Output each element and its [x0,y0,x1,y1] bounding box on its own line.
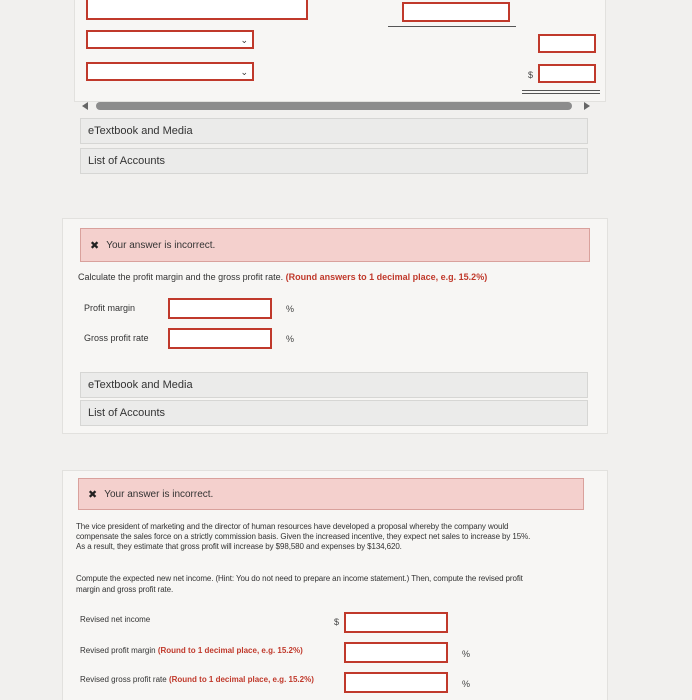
scroll-left-arrow[interactable] [82,102,88,110]
percent-sign: % [286,334,295,344]
horizontal-scrollbar[interactable] [96,102,572,110]
instruction-text: Calculate the profit margin and the gross profit rate. (Round answers to 1 decimal place, e.g. 15.2%) [78,272,488,282]
incorrect-banner-2 [80,228,590,262]
total-double-underline [522,90,600,94]
gross-profit-rate-input[interactable] [168,328,272,349]
top-input-right[interactable] [402,2,510,22]
revised-gross-profit-rate-input[interactable] [344,672,448,693]
chevron-down-icon: ⌄ [240,67,248,77]
percent-sign: % [286,304,295,314]
x-icon: ✖ [88,488,98,501]
scroll-right-arrow[interactable] [584,102,590,110]
etextbook-link[interactable] [80,118,588,144]
currency-symbol: $ [334,617,340,627]
profit-margin-label: Profit margin [84,303,136,313]
etextbook-link[interactable] [80,372,588,398]
gross-profit-rate-label: Gross profit rate [84,333,149,343]
percent-sign: % [462,679,471,689]
compute-instruction: Compute the expected new net income. (Hint: You do not need to prepare an income statement.) Then, compute the revised profit margin and gross profit rate. [76,574,523,594]
amount-input-1[interactable] [538,34,596,53]
scenario-text: The vice president of marketing and the director of human resources have developed a proposal whereby the company would compensate the sales force on a strictly commission basis. Given the increased incentive, they expect net sales to increase by 15%. As a result, they estimate that gross profit will increase by $98,580 and expenses by $134,620. [76,522,531,551]
revised-net-income-input[interactable] [344,612,448,633]
amount-input-2[interactable] [538,64,596,83]
incorrect-message: Your answer is incorrect. [106,239,216,251]
etextbook-link-label: eTextbook and Media [88,379,193,391]
revised-net-income-label: Revised net income [80,615,151,624]
etextbook-link-label: eTextbook and Media [88,125,193,137]
x-icon: ✖ [90,239,100,252]
list-of-accounts-label: List of Accounts [88,155,166,167]
list-of-accounts-link[interactable] [80,400,588,426]
revised-profit-margin-input[interactable] [344,642,448,663]
percent-sign: % [462,649,471,659]
revised-profit-margin-label: Revised profit margin (Round to 1 decimal place, e.g. 15.2%) [80,646,303,655]
profit-margin-input[interactable] [168,298,272,319]
incorrect-banner-3 [78,478,584,510]
list-of-accounts-link[interactable] [80,148,588,174]
total-underline [388,26,516,27]
top-input-left[interactable] [86,0,308,20]
chevron-down-icon: ⌄ [240,35,248,45]
incorrect-message: Your answer is incorrect. [104,488,214,500]
account-select-1[interactable] [86,30,254,49]
account-select-2[interactable] [86,62,254,81]
revised-gross-profit-rate-label: Revised gross profit rate (Round to 1 decimal place, e.g. 15.2%) [80,675,314,684]
list-of-accounts-label: List of Accounts [88,407,166,419]
currency-symbol: $ [528,70,534,80]
